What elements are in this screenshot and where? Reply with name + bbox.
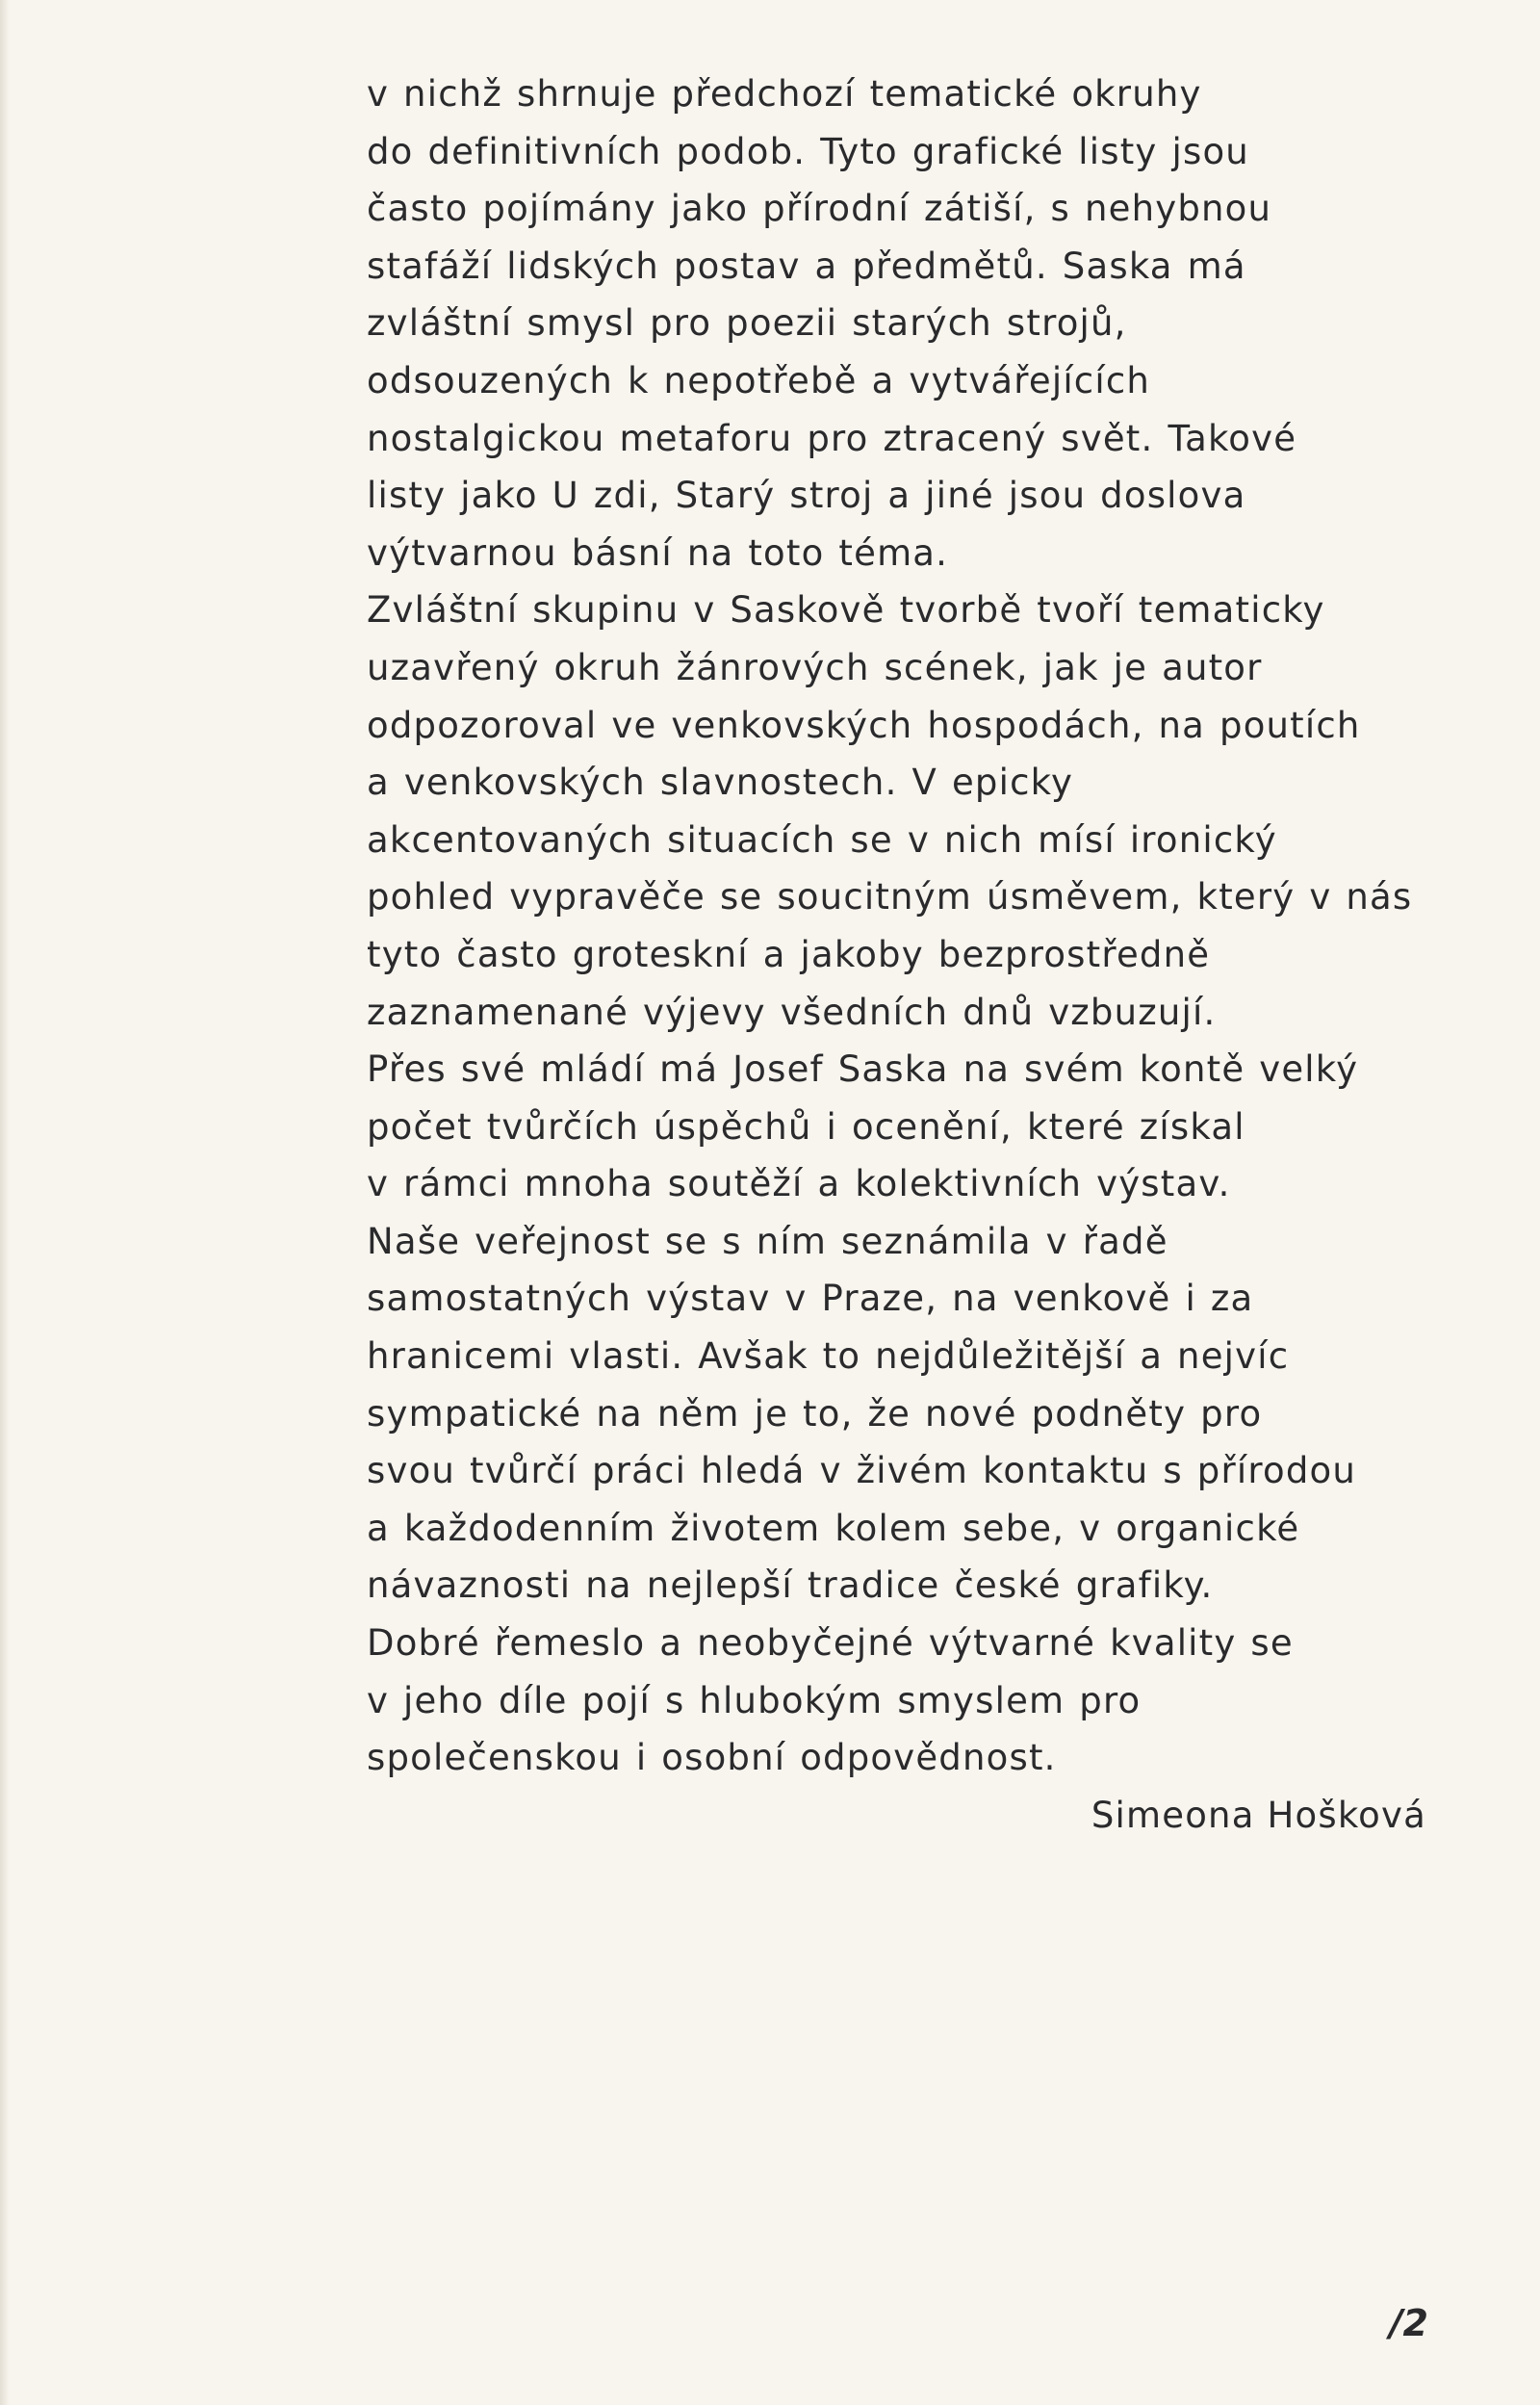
- text-line: návaznosti na nejlepší tradice české grafiky.: [367, 1565, 1214, 1607]
- body-text: [367, 65, 1464, 1787]
- text-line: počet tvůrčích úspěchů i ocenění, které získal: [367, 1105, 1245, 1148]
- text-line: do definitivních podob. Tyto grafické listy jsou: [367, 130, 1249, 172]
- page-number: /2: [1389, 2302, 1428, 2344]
- text-line: hranicemi vlasti. Avšak to nejdůležitější a nejvíc: [367, 1335, 1290, 1378]
- text-line: tyto často groteskní a jakoby bezprostředně: [367, 933, 1211, 975]
- text-line: Přes své mládí má Josef Saska na svém kontě velký: [367, 1048, 1359, 1091]
- text-line: zvláštní smysl pro poezii starých strojů,: [367, 302, 1127, 345]
- text-line: Naše veřejnost se s ním seznámila v řadě: [367, 1220, 1168, 1262]
- text-line: listy jako U zdi, Starý stroj a jiné jsou doslova: [367, 475, 1246, 517]
- text-line: v rámci mnoha soutěží a kolektivních výstav.: [367, 1163, 1231, 1205]
- text-line: výtvarnou básní na toto téma.: [367, 531, 949, 574]
- page-binding-edge: [0, 0, 10, 2405]
- text-line: sympatické na něm je to, že nové podněty pro: [367, 1392, 1263, 1435]
- text-line: svou tvůrčí práci hledá v živém kontaktu s přírodou: [367, 1450, 1356, 1492]
- text-line: často pojímány jako přírodní zátiší, s nehybnou: [367, 188, 1272, 230]
- text-line: a venkovských slavnostech. V epicky: [367, 762, 1074, 804]
- text-line: nostalgickou metaforu pro ztracený svět. Takové: [367, 417, 1297, 459]
- author-signature: Simeona Hošková: [1091, 1795, 1426, 1836]
- text-line: Dobré řemeslo a neobyčejné výtvarné kvality se: [367, 1622, 1294, 1665]
- text-line: samostatných výstav v Praze, na venkově i za: [367, 1278, 1254, 1320]
- text-line: akcentovaných situacích se v nich mísí ironický: [367, 818, 1277, 861]
- text-line: Zvláštní skupinu v Saskově tvorbě tvoří tematicky: [367, 589, 1325, 632]
- text-line: v nichž shrnuje předchozí tematické okruhy: [367, 73, 1202, 115]
- text-line: odsouzených k nepotřebě a vytvářejících: [367, 359, 1151, 401]
- text-line: v jeho díle pojí s hlubokým smyslem pro: [367, 1679, 1142, 1721]
- text-line: pohled vypravěče se soucitným úsměvem, který v nás: [367, 876, 1413, 918]
- text-line: stafáží lidských postav a předmětů. Saska má: [367, 245, 1246, 287]
- text-line: a každodenním životem kolem sebe, v organické: [367, 1507, 1300, 1549]
- text-line: odpozoroval ve venkovských hospodách, na poutích: [367, 704, 1361, 746]
- text-line: zaznamenané výjevy všedních dnů vzbuzují.: [367, 991, 1217, 1033]
- text-line: společenskou i osobní odpovědnost.: [367, 1737, 1057, 1779]
- text-line: uzavřený okruh žánrových scének, jak je autor: [367, 646, 1263, 688]
